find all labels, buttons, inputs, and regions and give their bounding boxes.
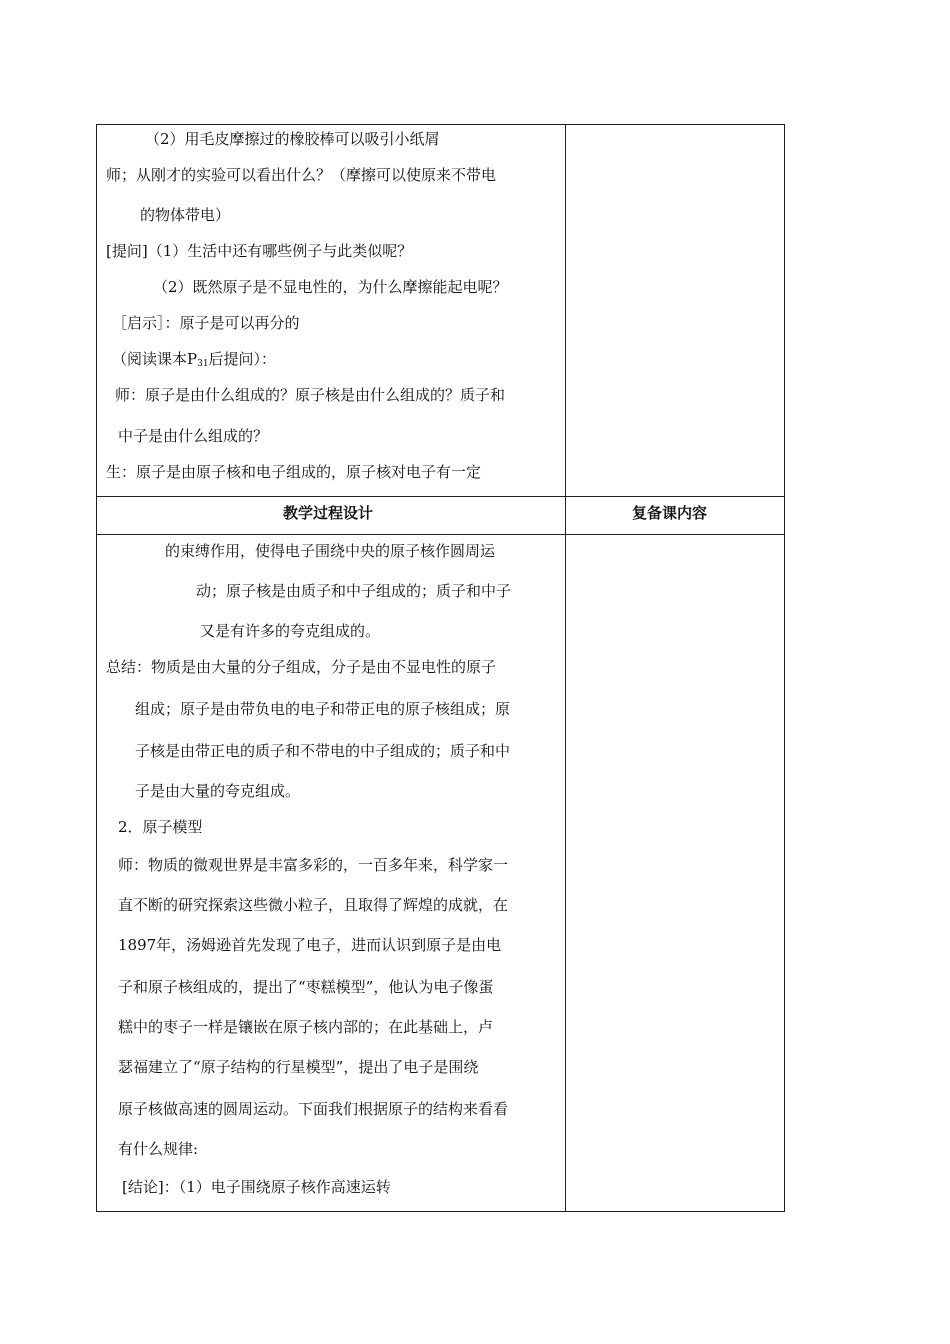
text-line: 子是由大量的夸克组成。 [135, 782, 301, 800]
text-line: 2．原子模型 [118, 818, 203, 836]
text-line-reading [112, 350, 276, 373]
text-line: 糕中的枣子一样是镶嵌在原子核内部的；在此基础上，卢 [118, 1018, 494, 1036]
text-reading-suffix: 后提问）： [208, 350, 277, 368]
text-line: 师：物质的微观世界是丰富多彩的，一百多年来，科学家一 [118, 856, 509, 874]
text-line: 1897年，汤姆逊首先发现了电子，进而认识到原子是由电 [118, 936, 502, 954]
text-line: 师；从刚才的实验可以看出什么？（摩擦可以使原来不带电 [106, 166, 497, 184]
text-line: 总结：物质是由大量的分子组成，分子是由不显电性的原子 [106, 658, 497, 676]
text-line: 的束缚作用，使得电子围绕中央的原子核作圆周运 [165, 542, 496, 560]
text-line: 子和原子核组成的，提出了“枣糕模型”，他认为电子像蛋 [118, 978, 494, 996]
text-line: 瑟福建立了“原子结构的行星模型”，提出了电子是围绕 [118, 1058, 479, 1076]
header-teaching-design: 教学过程设计 [283, 504, 374, 522]
text-line: 又是有许多的夸克组成的。 [200, 622, 381, 640]
column-divider [565, 125, 566, 1211]
text-line: 有什么规律: [118, 1140, 199, 1158]
text-reading-prefix: （阅读课本P [112, 350, 198, 368]
text-line: [提问]（1）生活中还有哪些例子与此类似呢？ [106, 242, 413, 260]
text-line: 的物体带电） [140, 206, 231, 224]
text-line: 组成；原子是由带负电的电子和带正电的原子核组成；原 [135, 700, 511, 718]
text-line: 动；原子核是由质子和中子组成的；质子和中子 [196, 582, 512, 600]
text-line: 生：原子是由原子核和电子组成的，原子核对电子有一定 [106, 463, 482, 481]
text-line: 师：原子是由什么组成的？原子核是由什么组成的？质子和 [115, 386, 506, 404]
text-line: （2）用毛皮摩擦过的橡胶棒可以吸引小纸屑 [145, 130, 440, 148]
row-divider-bottom [97, 534, 784, 535]
page-subscript: 31 [197, 359, 209, 369]
text-line: 中子是由什么组成的？ [118, 427, 269, 445]
row-divider-top [97, 496, 784, 497]
text-line: 子核是由带正电的质子和不带电的中子组成的；质子和中 [135, 742, 511, 760]
text-line: （2）既然原子是不显电性的，为什么摩擦能起电呢？ [153, 278, 508, 296]
text-line: 直不断的研究探索这些微小粒子，且取得了辉煌的成就，在 [118, 896, 509, 914]
text-line: [结论]：（1）电子围绕原子核作高速运转 [122, 1178, 391, 1196]
text-line: 原子核做高速的圆周运动。下面我们根据原子的结构来看看 [118, 1100, 509, 1118]
text-line: ［启示］：原子是可以再分的 [112, 314, 300, 332]
header-review-content: 复备课内容 [632, 504, 708, 522]
